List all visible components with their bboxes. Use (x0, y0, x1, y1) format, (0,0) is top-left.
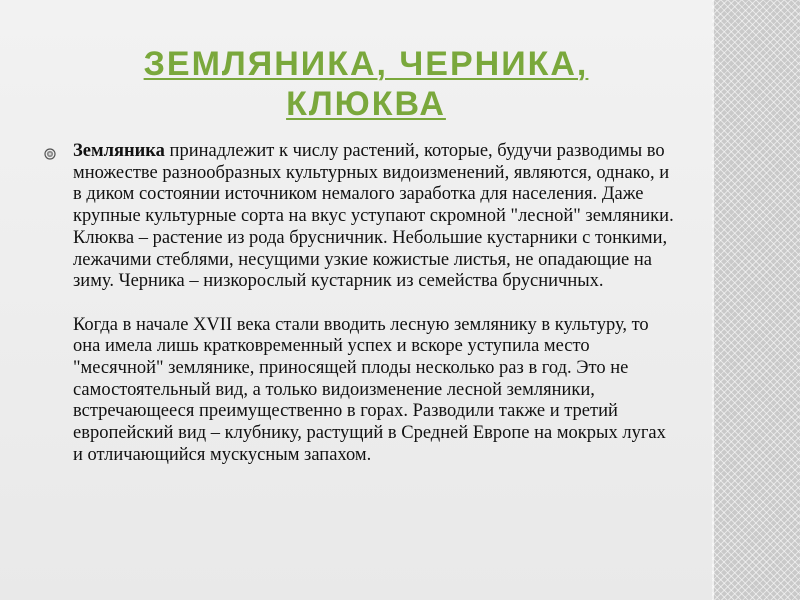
paragraph-1-lead: Земляника (73, 141, 165, 161)
paragraph-1-text: принадлежит к числу растений, которые, будучи разводимы во множестве разнообразных культурных видоизменений, являются, однако, и в диком состоянии источником немалого заработка для населения. Даже крупные культурные сорта на вкус уступают скромной "лесной" земляники. Клюква – растение из рода брусничник. Небольшие кустарники с тонкими, лежачими стеблями, несущими узкие кожистые листья, не опадающие на зиму. Черника – низкорослый кустарник из семейства брусничных. (73, 141, 674, 292)
paragraph-1 (73, 141, 674, 293)
decorative-side-panel (712, 0, 800, 600)
content-block (44, 141, 674, 467)
bullet-text (73, 141, 674, 467)
side-panel-edge (712, 0, 714, 600)
slide-title (30, 44, 702, 124)
circle-bullet-icon (44, 148, 56, 160)
title-line-1: ЗЕМЛЯНИКА, ЧЕРНИКА, (143, 45, 589, 83)
title-line-2: КЛЮКВА (286, 85, 446, 123)
paragraph-2: Когда в начале XVII века стали вводить лесную землянику в культуру, то она имела лишь кратковременный успех и вскоре уступила место "месячной" землянике, приносящей плоды несколько раз в год. Это не самостоятельный вид, а только видоизменение лесной земляники, встречающееся преимущественно в горах. Разводили также и третий европейский вид – клубнику, растущий в Средней Европе на мокрых лугах и отличающийся мускусным запахом. (73, 314, 666, 465)
